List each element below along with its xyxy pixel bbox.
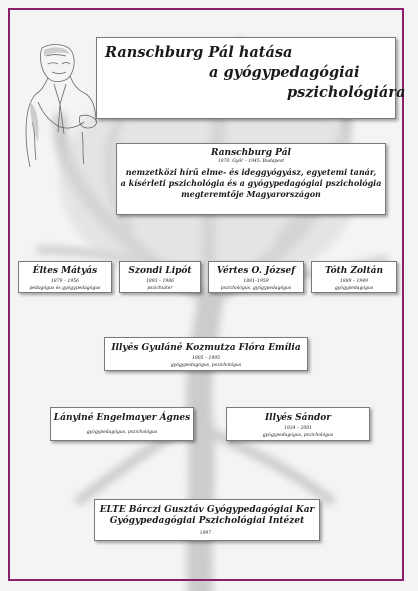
- person-name: Tóth Zoltán: [324, 266, 384, 276]
- illyes-role: gyógypedagógus, pszichológus: [262, 433, 334, 438]
- person-box-vertes: [208, 261, 304, 293]
- ranschburg-dates: 1870. Győr – 1945. Budapest: [217, 159, 285, 164]
- title-line-3: pszichológiára: [287, 84, 406, 101]
- illyesne-box: [104, 337, 308, 371]
- ranschburg-name: Ranschburg Pál: [211, 148, 291, 158]
- institute-line-2: Gyógypedagógiai Pszichológiai Intézet: [109, 516, 305, 526]
- person-dates: 1881–1959: [243, 279, 269, 284]
- illyesne-name: Illyés Gyuláné Kozmutza Flóra Emília: [111, 343, 301, 353]
- person-role: pszichiáter: [147, 286, 173, 291]
- title-box: [96, 37, 406, 119]
- illyes-dates: 1934 – 2001: [283, 426, 312, 431]
- institute-line-1: ELTE Bárczi Gusztáv Gyógypedagógiai Kar: [99, 505, 315, 515]
- institute-dates: 1997 -: [199, 531, 215, 536]
- person-role: pszichológus, gyógypedagógus: [220, 286, 292, 291]
- person-role: pedagógus és gyógypedagógus: [29, 286, 101, 291]
- illyes-name: Illyés Sándor: [264, 413, 332, 423]
- person-box-toth: [311, 261, 397, 293]
- ranschburg-desc-1: nemzetközi hírű elme- és ideggyógyász, egyetemi tanár,: [125, 167, 377, 177]
- illyesne-role: gyógypedagógus, pszichológus: [170, 363, 242, 368]
- person-box-szondi: [119, 261, 201, 293]
- lanyine-name: Lányiné Engelmayer Ágnes: [53, 413, 191, 423]
- person-name: Vértes O. József: [216, 266, 296, 276]
- lanyine-box: [50, 407, 194, 441]
- institute-box: [94, 499, 320, 541]
- person-dates: 1893 – 1986: [145, 279, 174, 284]
- person-box-eltes: [18, 261, 112, 293]
- ranschburg-desc-3: megteremtője Magyarországon: [181, 189, 321, 199]
- person-dates: 1889 – 1949: [339, 279, 368, 284]
- illyesne-dates: 1905 – 1995: [191, 356, 220, 361]
- ranschburg-box: [116, 143, 386, 215]
- title-line-2: a gyógypedagógiai: [209, 64, 360, 81]
- person-name: Éltes Mátyás: [32, 266, 98, 276]
- person-dates: 1879 – 1956: [50, 279, 79, 284]
- illyes-box: [226, 407, 370, 441]
- person-role: gyógypedagógus: [334, 286, 374, 291]
- ranschburg-desc-2: a kísérleti pszichológia és a gyógypedagógiai pszichológia: [120, 178, 382, 188]
- title-line-1: Ranschburg Pál hatása: [105, 44, 293, 61]
- lanyine-role: gyógypedagógus, pszichológus: [86, 430, 158, 435]
- person-name: Szondi Lipót: [128, 266, 192, 276]
